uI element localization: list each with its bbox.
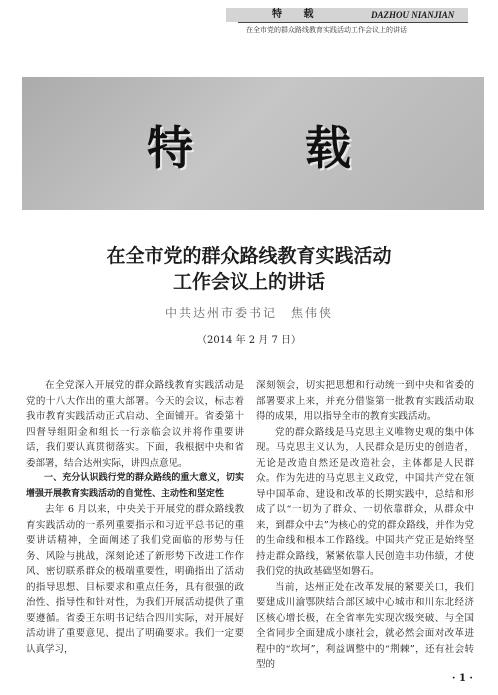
article-author: 中共达州市委书记 焦伟侠 bbox=[164, 306, 333, 320]
right-column bbox=[256, 378, 474, 673]
header-rule bbox=[238, 22, 468, 23]
page-number: · 1 · bbox=[452, 673, 473, 684]
paragraph: 去年 6 月以来，中央关于开展党的群众路线教育实践活动的一系列重要指示和习近平总书记的重要讲话精神，全面阐述了我们党面临的形势与任务、风险与挑战，深刻论述了新形势下改进工作作风、密切联系群众的极端重要性，明确指出了活动的指导思想、目标要求和重点任务，具有很强的政治性、指导性和针对性，为我们开展活动提供了重要遵循。省委王东明书记结合四川实际，对开展好活动讲了重要意见、提出了明确要求。我们一定要认真学习， bbox=[26, 504, 244, 655]
paragraph: 党的群众路线是马克思主义唯物史观的集中体现。马克思主义认为，人民群众是历史的创造者，无论是改造自然还是改造社会，主体都是人民群众。作为先进的马克思主义政党，中国共产党在领导中国革命、建设和改革的长期实践中，总结和形成了以“一切为了群众、一切依靠群众，从群众中来，到群众中去”为核心的党的群众路线，并作为党的生命线和根本工作路线。中国共产党正是始终坚持走群众路线，紧紧依靠人民创造丰功伟绩，才使我们党的执政基础坚如磐石。 bbox=[256, 426, 474, 577]
header-journal-name: DAZHOU NIANJIAN bbox=[371, 10, 455, 20]
article-date: （2014 年 2 月 7 日） bbox=[196, 335, 302, 346]
section-heading: 一、充分认识践行党的群众路线的重大意义，切实增强开展教育实践活动的自觉性、主动性和坚定性 bbox=[26, 473, 244, 499]
paragraph: 在全党深入开展党的群众路线教育实践活动是党的十八大作出的重大部署。今天的会议，标志着我市教育实践活动正式启动、全面铺开。省委第十四督导组阳金和组长一行亲临会议并将作重要讲话，我们要认真贯彻落实。下面，我根据中央和省委部署，结合达州实际，讲四点意见。 bbox=[26, 380, 244, 469]
paragraph: 当前，达州正处在改革发展的紧要关口，我们要建成川渝鄂陕结合部区域中心城市和川东北经济区核心增长极，在全省率先实现次级突破、与全国全省同步全面建成小康社会，就必然会面对改革进程中的“坎坷”，利益调整中的“荆棘”，还有社会转型的 bbox=[256, 581, 474, 670]
header-category: 特 载 bbox=[272, 9, 323, 20]
article-title-line-2: 工作会议上的讲话 bbox=[172, 271, 325, 293]
article-title-line-1: 在全市党的群众路线教育实践活动 bbox=[106, 245, 392, 267]
header-subtitle: 在全市党的群众路线教育实践活动工作会议上的讲话 bbox=[246, 26, 407, 34]
paragraph: 深刻领会，切实把思想和行动统一到中央和省委的部署要求上来，并充分借鉴第一批教育实践活动取得的成果，用以指导全市的教育实践活动。 bbox=[256, 380, 474, 422]
left-column bbox=[26, 378, 244, 657]
banner-title: 特 载 bbox=[146, 121, 399, 175]
